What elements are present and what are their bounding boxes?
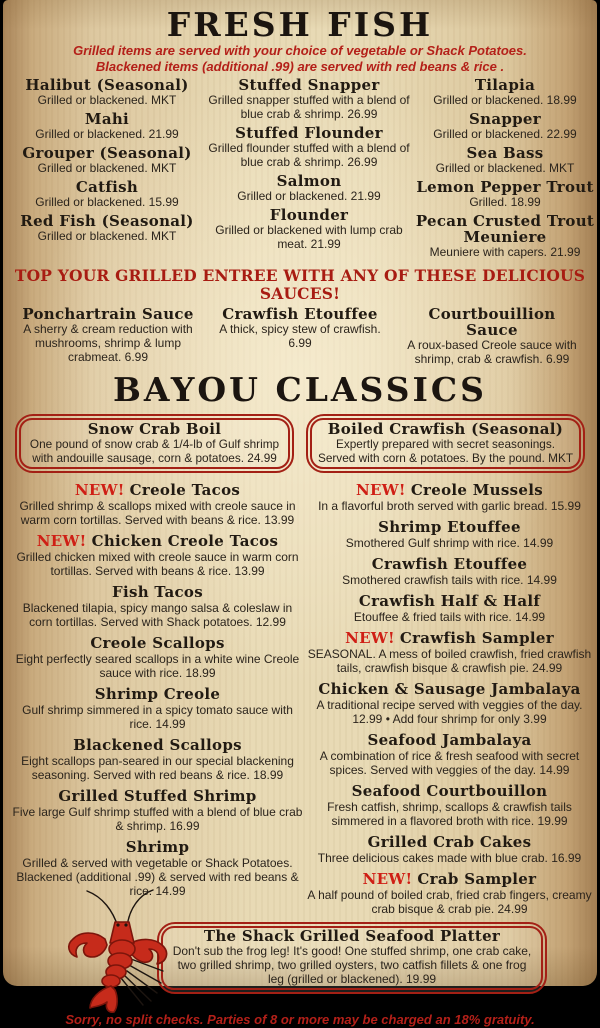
- menu-item: [304, 834, 595, 865]
- menu-content: [3, 0, 597, 1027]
- menu-item: [11, 584, 304, 629]
- menu-item-desc: Grilled or blackened. MKT: [37, 229, 177, 243]
- new-badge: NEW!: [74, 481, 125, 499]
- menu-item-name: Mahi: [84, 110, 130, 128]
- menu-item: [304, 556, 595, 587]
- menu-page: [3, 0, 597, 1027]
- fresh-fish-title: FRESH FISH: [166, 5, 434, 44]
- menu-item-desc: Grilled shrimp & scallops mixed with creole sauce in warm corn tortillas. Served with beans & rice. 13.99: [19, 499, 296, 527]
- menu-item-desc: A roux-based Creole sauce with shrimp, crab & crawfish. 6.99: [407, 338, 577, 366]
- menu-item-name: Sea Bass: [466, 144, 544, 162]
- menu-item-name: Crawfish Etouffee: [222, 305, 378, 323]
- menu-item-desc: Grilled & served with vegetable or Shack Potatoes. Blackened (additional .99) & served with red beans & rice. 14.99: [16, 856, 299, 898]
- bayou-grid: [11, 482, 595, 922]
- fresh-fish-note-2: Blackened items (additional .99) are served with red beans & rice .: [95, 59, 505, 74]
- crawfish-icon: [61, 886, 191, 1028]
- menu-item: [304, 630, 595, 675]
- menu-item-name: Seafood Jambalaya: [367, 731, 532, 749]
- menu-item-name: Shrimp: [125, 838, 190, 856]
- menu-item-desc: Blackened tilapia, spicy mango salsa & coleslaw in corn tortillas. Served with Shack potatoes. 12.99: [22, 601, 293, 629]
- menu-item: [203, 77, 415, 121]
- menu-item: [11, 635, 304, 680]
- menu-item-desc: Grilled or blackened with lump crab meat. 21.99: [215, 223, 403, 251]
- menu-item: [304, 519, 595, 550]
- menu-item: [304, 681, 595, 726]
- menu-item-desc: Etouffee & fried tails with rice. 14.99: [353, 610, 546, 624]
- platter-section: [11, 922, 589, 1004]
- menu-item-desc: Grilled or blackened. MKT: [435, 161, 575, 175]
- bayou-classics-title: BAYOU CLASSICS: [113, 370, 487, 409]
- menu-item: [11, 737, 304, 782]
- menu-item-name: [11, 533, 304, 549]
- menu-item-desc: Expertly prepared with secret seasonings. Served with corn & potatoes. By the pound. MKT: [317, 437, 574, 465]
- menu-item-desc: A half pound of boiled crab, fried crab fingers, creamy crab bisque & crab pie. 24.99: [307, 888, 592, 916]
- menu-item-desc: Grilled or blackened. 18.99: [433, 93, 577, 107]
- menu-item-title: Crawfish Sampler: [399, 629, 554, 647]
- menu-item-name: [304, 630, 595, 646]
- menu-item-desc: Grilled or blackened. MKT: [37, 161, 177, 175]
- new-badge: NEW!: [356, 481, 406, 499]
- menu-item-desc: SEASONAL. A mess of boiled crawfish, fried crawfish tails, crawfish bisque & crawfish pie. 24.99: [307, 647, 592, 675]
- menu-item-name: Shrimp Creole: [94, 685, 221, 703]
- menu-item-name: The Shack Grilled Seafood Platter: [203, 927, 501, 945]
- menu-item-desc: A thick, spicy stew of crawfish. 6.99: [219, 322, 381, 350]
- menu-item-desc: Eight scallops pan-seared in our special blackening seasoning. Served with red beans & rice. 18.99: [21, 754, 294, 782]
- sauces-header: TOP YOUR GRILLED ENTREE WITH ANY OF THESE DELICIOUS SAUCES!: [14, 266, 586, 303]
- menu-item-desc: A combination of rice & fresh seafood with secret spices. Served with veggies of the day. 14.99: [319, 749, 580, 777]
- fresh-fish-note-1: Grilled items are served with your choice of vegetable or Shack Potatoes.: [73, 43, 527, 58]
- menu-item-desc: Grilled or blackened. 15.99: [35, 195, 179, 209]
- menu-item-name: [304, 871, 595, 887]
- menu-item: [415, 145, 595, 175]
- menu-item-title: Crab Sampler: [417, 870, 537, 888]
- menu-item: [11, 179, 203, 209]
- menu-item-name: [11, 482, 304, 498]
- fresh-fish-column-1: [11, 77, 203, 263]
- fresh-fish-column-3: [415, 77, 595, 263]
- menu-item-desc: One pound of snow crab & 1/4-lb of Gulf shrimp with andouille sausage, corn & potatoes. 24.99: [29, 437, 280, 465]
- menu-item-name: Snapper: [469, 110, 541, 128]
- menu-item-desc: Grilled or blackened. 21.99: [35, 127, 179, 141]
- new-badge: NEW!: [36, 532, 87, 550]
- menu-item-name: Stuffed Snapper: [238, 76, 380, 94]
- menu-item: [11, 77, 203, 107]
- menu-item-name: Blackened Scallops: [73, 736, 242, 754]
- menu-item: [11, 533, 304, 578]
- menu-item: [415, 213, 595, 259]
- menu-item: [203, 173, 415, 203]
- menu-item: [11, 213, 203, 243]
- menu-item-desc: Grilled or blackened. MKT: [37, 93, 177, 107]
- menu-item-desc: Gulf shrimp simmered in a spicy tomato sauce with rice. 14.99: [22, 703, 293, 731]
- menu-item: [304, 783, 595, 828]
- footer-note: Sorry, no split checks. Parties of 8 or more may be charged an 18% gratuity.: [65, 1012, 535, 1027]
- menu-item-desc: Grilled or blackened. 21.99: [237, 189, 381, 203]
- menu-item-desc: Grilled snapper stuffed with a blend of blue crab & shrimp. 26.99: [208, 93, 410, 121]
- menu-item-name: [304, 482, 595, 498]
- menu-item-title: Creole Mussels: [410, 481, 543, 499]
- menu-item: [415, 179, 595, 209]
- bayou-column-right: [304, 482, 595, 922]
- menu-item-desc: Grilled. 18.99: [469, 195, 541, 209]
- menu-item-desc: A sherry & cream reduction with mushrooms, shrimp & lump crabmeat. 6.99: [23, 322, 193, 364]
- menu-item: [304, 593, 595, 624]
- menu-item: [203, 125, 415, 169]
- menu-item: [209, 306, 391, 366]
- menu-item-name: Crawfish Etouffee: [371, 555, 528, 573]
- new-badge: NEW!: [362, 870, 413, 888]
- menu-item-name: Halibut (Seasonal): [25, 76, 189, 94]
- fresh-fish-grid: [11, 77, 595, 263]
- menu-item-desc: Smothered crawfish tails with rice. 14.99: [342, 573, 557, 587]
- menu-item-name: Crawfish Half & Half: [358, 592, 541, 610]
- menu-item-name: Boiled Crawfish (Seasonal): [327, 420, 564, 438]
- menu-item-name: Red Fish (Seasonal): [20, 212, 194, 230]
- menu-item-title: Chicken Creole Tacos: [91, 532, 279, 550]
- menu-item-name: Grilled Crab Cakes: [367, 833, 532, 851]
- menu-item-name: Flounder: [269, 206, 349, 224]
- menu-item-name: Grouper (Seasonal): [22, 144, 192, 162]
- seafood-platter-box: [157, 922, 547, 994]
- menu-item-desc: Eight perfectly seared scallops in a white wine Creole sauce with rice. 18.99: [15, 652, 300, 680]
- menu-item: [17, 306, 199, 366]
- menu-item-name: Seafood Courtbouillon: [351, 782, 548, 800]
- menu-item-desc: Five large Gulf shrimp stuffed with a blend of blue crab & shrimp. 16.99: [12, 805, 303, 833]
- menu-item-desc: Meuniere with capers. 21.99: [429, 245, 581, 259]
- menu-item-name: Salmon: [276, 172, 342, 190]
- menu-item: [304, 732, 595, 777]
- fresh-fish-column-2: [203, 77, 415, 263]
- menu-item-name: Grilled Stuffed Shrimp: [58, 787, 257, 805]
- bayou-column-left: [11, 482, 304, 922]
- menu-item: [11, 111, 203, 141]
- menu-item-desc: A traditional recipe served with veggies of the day. 12.99 • Add four shrimp for only 3.99: [316, 698, 583, 726]
- menu-item-name: Fish Tacos: [112, 583, 203, 601]
- menu-item-title: Creole Tacos: [129, 481, 241, 499]
- snow-crab-boil-box: [15, 414, 294, 473]
- menu-item: [304, 871, 595, 916]
- menu-item: [415, 77, 595, 107]
- menu-item-name: Stuffed Flounder: [235, 124, 383, 142]
- menu-item-name: Catfish: [75, 178, 139, 196]
- new-badge: NEW!: [345, 629, 395, 647]
- menu-item-desc: Three delicious cakes made with blue crab. 16.99: [317, 851, 582, 865]
- menu-item-desc: In a flavorful broth served with garlic bread. 15.99: [318, 499, 581, 513]
- menu-item: [304, 482, 595, 513]
- menu-item-desc: Fresh catfish, shrimp, scallops & crawfish tails simmered in a flavored broth with rice. 19.99: [327, 800, 572, 828]
- menu-item: [11, 145, 203, 175]
- menu-item-desc: Don't sub the frog leg! It's good! One stuffed shrimp, one crab cake, two grilled shrimp, two grilled oysters, two catfish fillets & one frog leg (grilled or blackened). 19.99: [172, 944, 532, 986]
- menu-item-desc: Smothered Gulf shrimp with rice. 14.99: [345, 536, 554, 550]
- boiled-crawfish-box: [306, 414, 585, 473]
- menu-item-name: Courtbouillion Sauce: [428, 305, 556, 339]
- menu-item-desc: Grilled or blackened. 22.99: [433, 127, 577, 141]
- sauces-grid: [17, 306, 583, 370]
- menu-item: [203, 207, 415, 251]
- featured-boxes: [15, 414, 585, 473]
- menu-item-name: Creole Scallops: [90, 634, 225, 652]
- menu-item: [401, 306, 583, 366]
- menu-item-name: Pecan Crusted Trout Meuniere: [415, 212, 595, 246]
- menu-item-name: Snow Crab Boil: [87, 420, 222, 438]
- menu-item-name: Tilapia: [474, 76, 536, 94]
- menu-item: [11, 482, 304, 527]
- menu-item-name: Chicken & Sausage Jambalaya: [318, 680, 581, 698]
- menu-item-name: Lemon Pepper Trout: [416, 178, 594, 196]
- menu-item: [11, 686, 304, 731]
- menu-item: [11, 788, 304, 833]
- menu-item-desc: Grilled chicken mixed with creole sauce in warm corn tortillas. Served with beans & rice. 13.99: [16, 550, 299, 578]
- menu-item-desc: Grilled flounder stuffed with a blend of blue crab & shrimp. 26.99: [208, 141, 410, 169]
- menu-item: [415, 111, 595, 141]
- menu-item-name: Shrimp Etouffee: [378, 518, 521, 536]
- menu-item-name: Ponchartrain Sauce: [22, 305, 194, 323]
